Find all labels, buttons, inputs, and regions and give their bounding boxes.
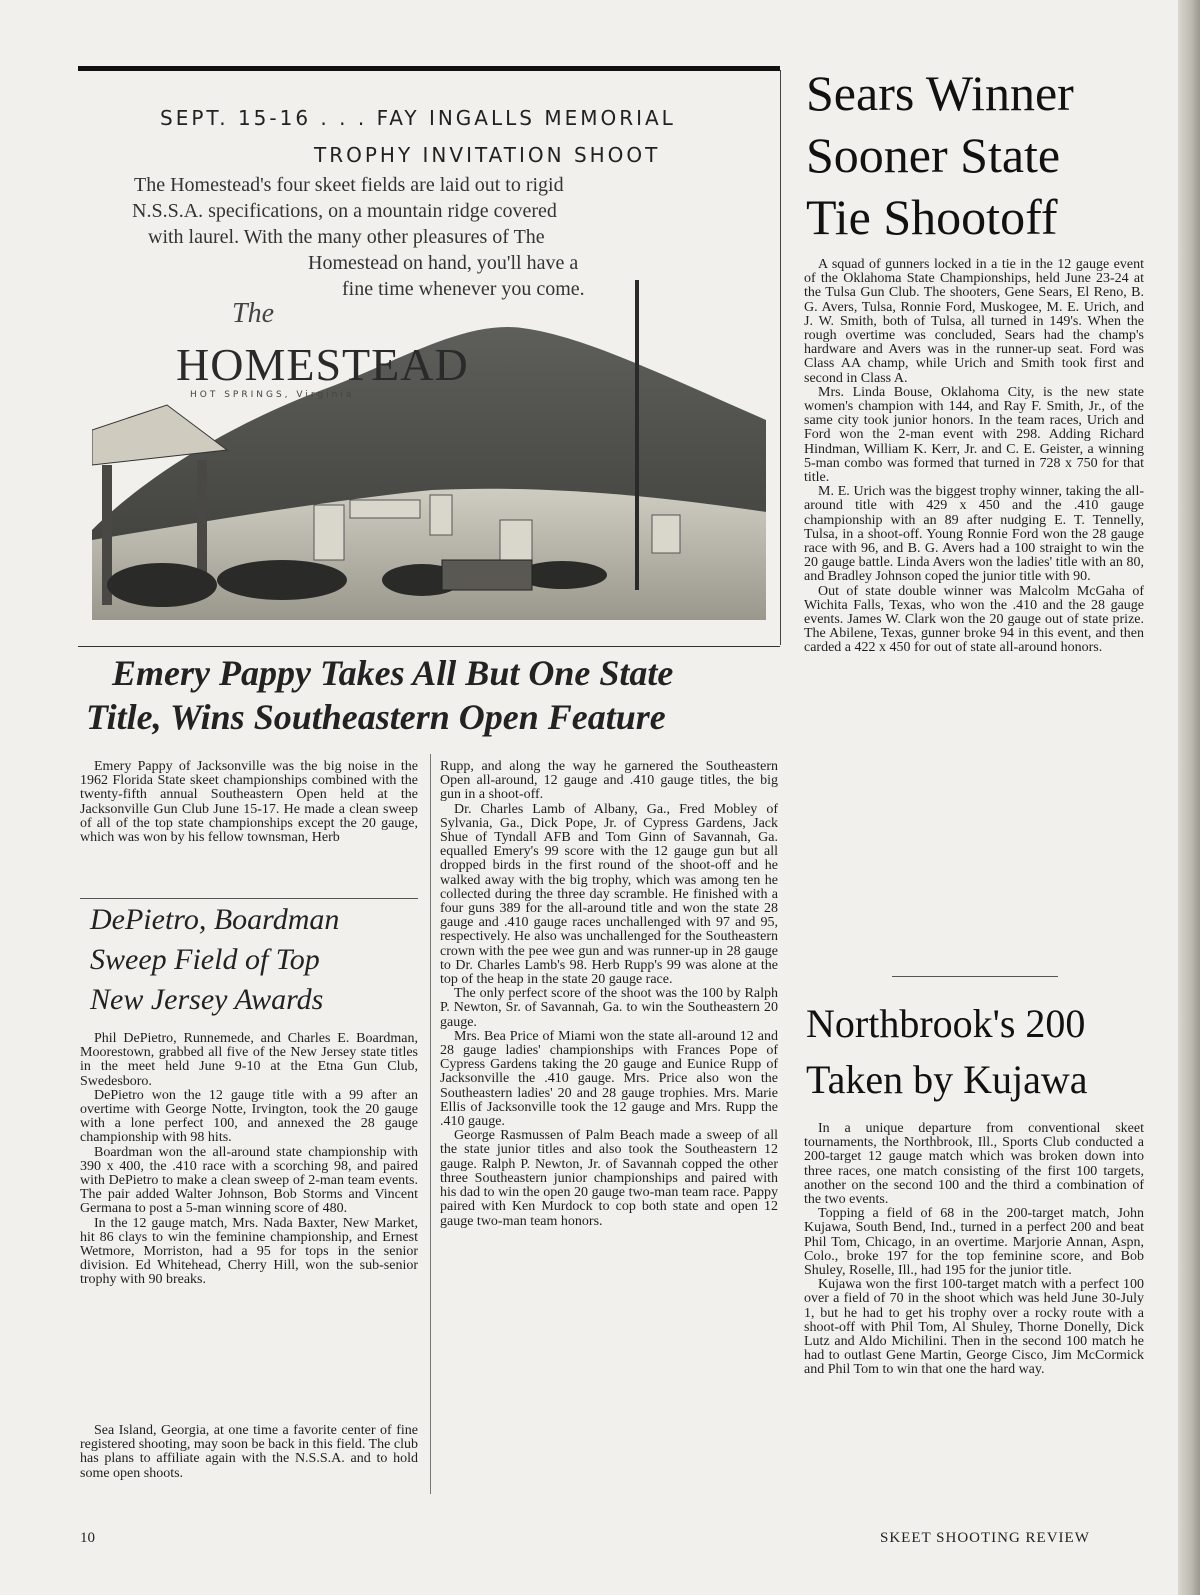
pappy-column-2 xyxy=(440,760,778,1229)
depietro-headline-line2: Sweep Field of Top xyxy=(90,943,320,976)
sears-article xyxy=(804,258,1144,656)
homestead-logo-script: The xyxy=(232,298,274,329)
page-edge xyxy=(1178,0,1200,1595)
pappy-column-1 xyxy=(80,760,418,845)
paragraph: The only perfect score of the shoot was the 100 by Ralph P. Newton, Sr. of Savannah, Ga. to win the Southeastern 20 gauge. xyxy=(440,986,778,1030)
paragraph: Topping a field of 68 in the 200-target match, John Kujawa, South Bend, Ind., turned in a perfect 200 and beat Phil Tom, Chicago, in an overtime. Marjorie Annan, Aspn, Colo., broke 197 for the top feminine score, and Bob Shuley, Roselle, Ill., had 195 for the junior title. xyxy=(804,1206,1144,1279)
homestead-location: HOT SPRINGS, Virginia xyxy=(190,390,355,400)
pappy-headline-line2: Title, Wins Southeastern Open Feature xyxy=(86,697,666,737)
ad-copy-line: with laurel. With the many other pleasures of The xyxy=(148,226,545,248)
pappy-headline-line1: Emery Pappy Takes All But One State xyxy=(112,653,674,693)
ad-copy xyxy=(110,172,610,302)
paragraph: Mrs. Linda Bouse, Oklahoma City, is the new state women's champion with 144, and Ray F. Smith, Jr., of the same city took junior honors. In the team races, Urich and Ford won the 2-man event with 298. Adding Richard Hindman, William K. Kerr, Jr. and C. E. Geister, a winning 5-man combo was formed that turned in 728 x 750 for that title. xyxy=(804,384,1144,486)
skeet-field-photo xyxy=(92,280,766,620)
homestead-logo: HOMESTEAD xyxy=(176,339,469,390)
flag-pole xyxy=(635,280,639,590)
paragraph: Rupp, and along the way he garnered the Southeastern Open all-around, 12 gauge and .410 gauge titles, the big gun in a shoot-off. xyxy=(440,759,778,803)
ad-heading-line1: SEPT. 15-16 . . . FAY INGALLS MEMORIAL xyxy=(160,106,676,130)
publication-name: SKEET SHOOTING REVIEW xyxy=(880,1530,1090,1546)
ad-heading-line2: TROPHY INVITATION SHOOT xyxy=(314,143,661,167)
paragraph: Out of state double winner was Malcolm McGaha of Wichita Falls, Texas, who won the .410 and the 28 gauge events. James W. Clark won the 20 gauge out of state prize. The Abilene, Texas, gunner broke 94 in this event, and then carded a 422 x 450 for out of state all-around honors. xyxy=(804,583,1144,656)
depietro-headline-line1: DePietro, Boardman xyxy=(90,903,340,936)
ad-copy-line: fine time whenever you come. xyxy=(342,278,585,300)
depietro-article xyxy=(80,1032,418,1288)
paragraph: George Rasmussen of Palm Beach made a sweep of all the state junior titles and also took the Southeastern 12 gauge. Ralph P. Newton, Jr. of Savannah copped the other three Southeastern junior championships and paired with his dad to win the open 20 gauge two-man team race. Pappy paired with Ken Murdock to cop both state and open 12 gauge two-man team honors. xyxy=(440,1128,778,1229)
ad-copy-line: Homestead on hand, you'll have a xyxy=(308,252,579,274)
paragraph: Boardman won the all-around state championship with 390 x 400, the .410 race with a scorching 98, and paired with DePietro to make a clean sweep of 2-man team events. The pair added Walter Johnson, Bob Storms and Vincent Germana to post a 5-man winning score of 480. xyxy=(80,1144,418,1217)
section-rule xyxy=(892,976,1058,977)
column-rule xyxy=(430,754,431,1494)
sea-island-item xyxy=(80,1424,418,1481)
northbrook-headline-line1: Northbrook's 200 xyxy=(806,1001,1086,1046)
northbrook-headline-line2: Taken by Kujawa xyxy=(806,1057,1088,1102)
paragraph: DePietro won the 12 gauge title with a 99 after an overtime with George Notte, Irvington, took the 20 gauge with a lone perfect 100, and annexed the 28 gauge championship with 98 hits. xyxy=(80,1087,418,1146)
ad-copy-line: The Homestead's four skeet fields are laid out to rigid xyxy=(134,174,564,196)
sears-headline-line3: Tie Shootoff xyxy=(806,189,1058,245)
section-rule xyxy=(80,898,418,899)
paragraph: Dr. Charles Lamb of Albany, Ga., Fred Mobley of Sylvania, Ga., Dick Pope, Jr. of Cypress Gardens, Jack Shue of Tyndall AFB and Tom Ginn of Savannah, Ga. equalled Emery's 99 score with the 12 gauge gun but all dropped birds in the first round of the shoot-off and he walked away with the big trophy, which was among ten he collected during the three day scramble. He finished with a four guns 389 for the all-around title and won the state 28 gauge and .410 gauge races unchallenged with 97 and 95, respectively. He also was unchallenged for the Southeastern crown with the pee wee gun and was runner-up in 28 gauge to Dr. Charles Lamb's 98. Herb Rupp's 99 was alone at the top of the heap in the state 20 gauge race. xyxy=(440,801,778,988)
paragraph: A squad of gunners locked in a tie in the 12 gauge event of the Oklahoma State Championships, held June 23-24 at the Tulsa Gun Club. The shooters, Gene Sears, El Reno, B. G. Avers, Tulsa, Ronnie Ford, Muskogee, M. E. Urich, and J. W. Smith, both of Tulsa, all turned in 149's. When the rough overtime was concluded, Sears had the champ's hardware and Avers was in the runner-up seat. Ford was Class AA champ, while Urich and Smith took first and second in Class A. xyxy=(804,257,1144,386)
sears-headline-line2: Sooner State xyxy=(806,127,1061,183)
paragraph: Emery Pappy of Jacksonville was the big noise in the 1962 Florida State skeet championships combined with the twenty-fifth annual Southeastern Open held at the Jacksonville Gun Club June 15-17. He made a clean sweep of all of the top state championships except the 20 gauge, which was won by his fellow townsman, Herb xyxy=(80,759,418,846)
northbrook-article xyxy=(804,1122,1144,1378)
paragraph: Mrs. Bea Price of Miami won the state all-around 12 and 28 gauge ladies' championships with Frances Pope of Cypress Gardens taking the 20 gauge and Eunice Rupp of Jacksonville the .410 gauge. Mrs. Price also won the Southeastern ladies' 20 and 28 gauge trophies. Mrs. Marie Ellis of Jacksonville took the 12 gauge and Mrs. Rupp the .410 gauge. xyxy=(440,1028,778,1130)
ad-copy-line: N.S.S.A. specifications, on a mountain ridge covered xyxy=(132,200,557,222)
page-number: 10 xyxy=(80,1530,95,1546)
section-rule xyxy=(78,646,780,647)
depietro-headline-line3: New Jersey Awards xyxy=(90,983,324,1016)
paragraph: Kujawa won the first 100-target match with a perfect 100 over a field of 70 in the shoot which was held June 30-July 1, but he had to get his trophy over a rocky route with a shoot-off with Phil Tom, Al Shuley, Thorne Donelly, Dick Lutz and Aldo Michilini. Then in the second 100 match he had to outlast Gene Martin, George Cisco, Jim McCormick and Phil Tom to win that one the hard way. xyxy=(804,1277,1144,1378)
top-rule xyxy=(78,66,780,71)
column-rule xyxy=(780,70,781,645)
paragraph: Phil DePietro, Runnemede, and Charles E. Boardman, Moorestown, grabbed all five of the New Jersey state titles in the meet held June 9-10 at the Etna Gun Club, Swedesboro. xyxy=(80,1031,418,1089)
paragraph: M. E. Urich was the biggest trophy winner, taking the all-around title with 429 x 450 and the .410 gauge championship with an 89 after nudging E. T. Tennelly, Tulsa, in a shoot-off. Young Ronnie Ford won the 28 gauge race with 96, and B. G. Avers had a 100 straight to win the 20 gauge battle. Linda Avers won the ladies' title with an 80, and Bradley Johnson coped the junior title with 90. xyxy=(804,484,1144,585)
paragraph: Sea Island, Georgia, at one time a favorite center of fine registered shooting, may soon be back in this field. The club has plans to affiliate again with the N.S.S.A. and to hold some open shoots. xyxy=(80,1423,419,1481)
paragraph: In a unique departure from conventional skeet tournaments, the Northbrook, Ill., Sports Club conducted a 200-target 12 gauge match which was broken down into three races, one match consisting of the first 100 targets, another on the second 100 and the third a combination of the two events. xyxy=(804,1121,1144,1208)
paragraph: In the 12 gauge match, Mrs. Nada Baxter, New Market, hit 86 clays to win the feminine championship, and Ernest Wetmore, Morriston, had a 95 for tops in the senior division. Ed Whitehead, Cherry Hill, won the sub-senior trophy with 90 breaks. xyxy=(80,1215,418,1288)
sears-headline-line1: Sears Winner xyxy=(806,65,1074,121)
